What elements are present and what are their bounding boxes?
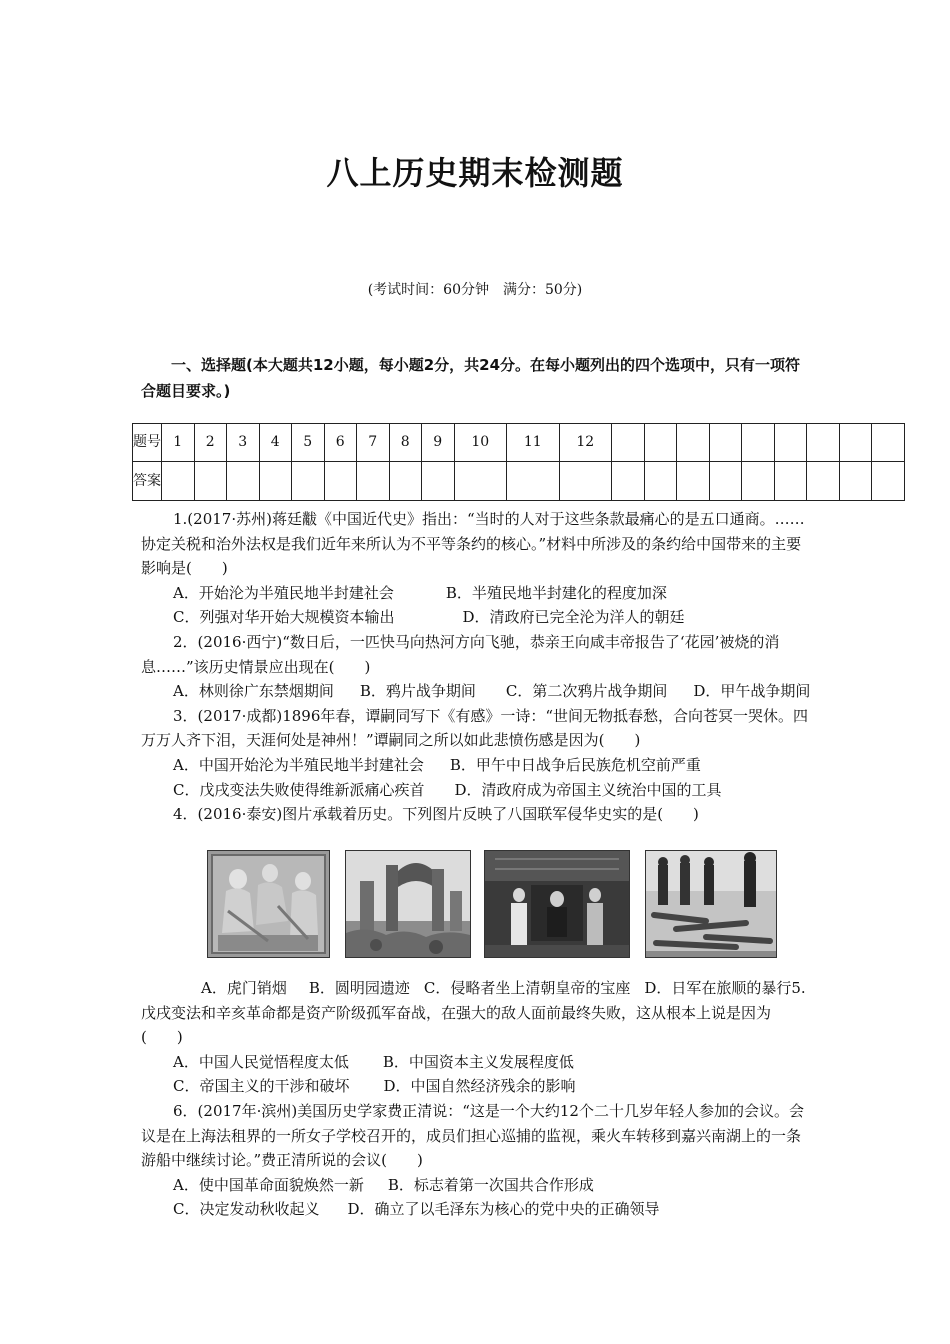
- question-6-options: [141, 1173, 811, 1198]
- throne-icon: [485, 851, 629, 957]
- option-d[interactable]: D．甲午战争期间: [693, 682, 811, 701]
- question-number-cell: 8: [389, 424, 422, 462]
- answer-cell[interactable]: [872, 462, 905, 501]
- ruins-icon: [346, 851, 470, 957]
- option-d[interactable]: D．清政府成为帝国主义统治中国的工具: [454, 780, 722, 799]
- option-b[interactable]: B．半殖民地半封建化的程度加深: [445, 583, 667, 602]
- answer-cell[interactable]: [839, 462, 872, 501]
- option-a[interactable]: A．开始沦为半殖民地半封建社会: [173, 583, 394, 602]
- answer-cell[interactable]: [324, 462, 357, 501]
- throne-image: [484, 850, 630, 958]
- option-d[interactable]: D．确立了以毛泽东为核心的党中央的正确领导: [347, 1200, 660, 1219]
- question-4-options: [141, 976, 811, 1050]
- question-number-cell: 3: [227, 424, 260, 462]
- option-a[interactable]: A．虎门销烟: [201, 979, 287, 997]
- question-5-options-2: [141, 1074, 811, 1099]
- answer-cell[interactable]: [259, 462, 292, 501]
- answer-cell[interactable]: [807, 462, 840, 501]
- row-label-answer: 答案: [133, 462, 162, 501]
- table-row-answers: [133, 462, 905, 501]
- question-2-stem: 2．(2016·西宁)“数日后，一匹快马向热河方向飞驰，恭亲王向咸丰帝报告了‘花园’被烧的消息……”该历史情景应出现在( ): [141, 632, 780, 676]
- question-3-stem: 3．(2017·成都)1896年春，谭嗣同写下《有感》一诗：“世间无物抵春愁，合向苍冥一哭休。四万万人齐下泪，天涯何处是神州！”谭嗣同之所以如此悲愤伤感是因为( ): [141, 706, 809, 750]
- option-c[interactable]: C．第二次鸦片战争期间: [505, 682, 668, 701]
- option-d[interactable]: D．清政府已完全沦为洋人的朝廷: [462, 608, 685, 627]
- option-d[interactable]: D．中国自然经济残余的影响: [383, 1077, 576, 1096]
- option-c[interactable]: C．戊戌变法失败使得维新派痛心疾首: [173, 780, 425, 799]
- answer-cell[interactable]: [292, 462, 325, 501]
- section-heading: 一、选择题(本大题共12小题，每小题2分，共24分。在每小题列出的四个选项中，只有一项符合题目要求。): [141, 356, 801, 400]
- answer-cell[interactable]: [612, 462, 645, 501]
- page-title: 八上历史期末检测题: [326, 154, 624, 192]
- question-number-cell: 2: [194, 424, 227, 462]
- answer-cell[interactable]: [454, 462, 507, 501]
- option-a[interactable]: A．中国开始沦为半殖民地半封建社会: [173, 755, 424, 774]
- answer-cell[interactable]: [774, 462, 807, 501]
- question-1-options: [141, 581, 811, 606]
- answer-cell[interactable]: [559, 462, 612, 501]
- relief-carving-icon: [208, 851, 329, 957]
- question-1-stem: 1.(2017·苏州)蒋廷黻《中国近代史》指出：“当时的人对于这些条款最痛心的是五口通商。……协定关税和治外法权是我们近年来所认为不平等条约的核心。”材料中所涉及的条约给中国带来的主要影响是( ): [141, 510, 805, 578]
- question-number-cell: 10: [454, 424, 507, 462]
- exam-info: (考试时间：60分钟 满分：50分): [367, 282, 583, 298]
- question-2-options: [141, 679, 811, 704]
- option-b[interactable]: B．甲午中日战争后民族危机空前严重: [449, 755, 701, 774]
- question-number-cell: [709, 424, 742, 462]
- option-b[interactable]: B．标志着第一次国共合作形成: [387, 1175, 594, 1194]
- question-number-cell: 6: [324, 424, 357, 462]
- question-number-cell: 5: [292, 424, 325, 462]
- option-d[interactable]: D．日军在旅顺的暴行: [644, 979, 792, 997]
- answer-cell[interactable]: [742, 462, 775, 501]
- question-number-cell: [612, 424, 645, 462]
- answer-cell[interactable]: [644, 462, 677, 501]
- answer-cell[interactable]: [357, 462, 390, 501]
- option-c[interactable]: C．列强对华开始大规模资本输出: [173, 608, 395, 627]
- answer-cell[interactable]: [162, 462, 195, 501]
- question-number-cell: 11: [507, 424, 560, 462]
- question-number-cell: 9: [422, 424, 455, 462]
- question-3-options-2: [141, 778, 811, 803]
- option-c[interactable]: C．决定发动秋收起义: [173, 1200, 320, 1219]
- atrocity-image: [645, 850, 777, 958]
- atrocity-icon: [646, 851, 776, 957]
- question-number-cell: [807, 424, 840, 462]
- question-5-options: [141, 1050, 811, 1075]
- option-a[interactable]: A．中国人民觉悟程度太低: [173, 1052, 349, 1071]
- option-b[interactable]: B．圆明园遗迹: [308, 979, 410, 997]
- answer-cell[interactable]: [709, 462, 742, 501]
- question-4-stem: 4．(2016·泰安)图片承载着历史。下列图片反映了八国联军侵华史实的是( ): [173, 805, 699, 824]
- answer-cell[interactable]: [677, 462, 710, 501]
- question-number-cell: [774, 424, 807, 462]
- answer-cell[interactable]: [422, 462, 455, 501]
- question-5-stem: 5.戊戌变法和辛亥革命都是资产阶级孤军奋战，在强大的敌人面前最终失败，这从根本上说是因为( ): [141, 979, 806, 1047]
- relief-carving-image: [207, 850, 330, 958]
- ruins-image: [345, 850, 471, 958]
- question-1-options-2: [141, 605, 811, 630]
- option-b[interactable]: B．鸦片战争期间: [359, 682, 476, 701]
- question-number-cell: [839, 424, 872, 462]
- question-number-cell: [872, 424, 905, 462]
- option-c[interactable]: C．侵略者坐上清朝皇帝的宝座: [423, 979, 631, 997]
- option-c[interactable]: C．帝国主义的干涉和破坏: [173, 1077, 350, 1096]
- question-6-stem: 6．(2017年·滨州)美国历史学家费正清说：“这是一个大约12个二十几岁年轻人参加的会议。会议是在上海法租界的一所女子学校召开的，成员们担心巡捕的监视，乘火车转移到嘉兴南湖上的一条游船中继续讨论。”费正清所说的会议( ): [141, 1101, 804, 1170]
- question-number-cell: 4: [259, 424, 292, 462]
- option-a[interactable]: A．使中国革命面貌焕然一新: [173, 1175, 364, 1194]
- option-a[interactable]: A．林则徐广东禁烟期间: [173, 682, 334, 701]
- questions-block-2: [141, 976, 811, 1222]
- option-b[interactable]: B．中国资本主义发展程度低: [382, 1052, 574, 1071]
- question-number-cell: 1: [162, 424, 195, 462]
- row-label-number: 题号: [133, 424, 162, 462]
- question-number-cell: [644, 424, 677, 462]
- question-3-options: [141, 753, 811, 778]
- question-number-cell: [677, 424, 710, 462]
- answer-cell[interactable]: [227, 462, 260, 501]
- question-number-cell: [742, 424, 775, 462]
- answer-cell[interactable]: [194, 462, 227, 501]
- question-number-cell: 12: [559, 424, 612, 462]
- table-row-numbers: [133, 424, 905, 462]
- question-number-cell: 7: [357, 424, 390, 462]
- answer-cell[interactable]: [507, 462, 560, 501]
- answer-table: [132, 423, 905, 501]
- questions-block-1: [141, 507, 811, 827]
- answer-cell[interactable]: [389, 462, 422, 501]
- question-6-options-2: [141, 1197, 811, 1222]
